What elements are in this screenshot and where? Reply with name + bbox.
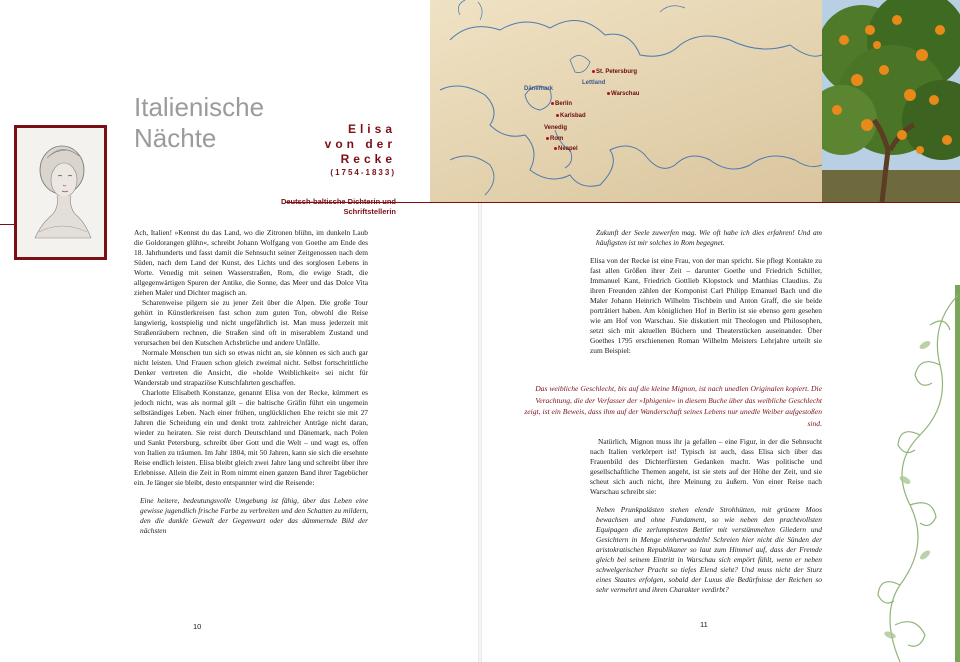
map-label-st-petersburg: St. Petersburg <box>592 69 637 75</box>
portrait-sketch <box>17 128 104 257</box>
paragraph: Ach, Italien! »Kennst du das Land, wo die Zitronen blühn, im dunkeln Laub die Goldorangen glühn«, schreibt Johann Wolfgang von Goethe am Ende des 18. Jahrhunderts und fasst damit die Sehnsucht seiner Zeitgenossen nach dem Süden, nach dem Land der Kunst, des Lichts und des sorglosen Lebens in Worte. Venedig mit seinen Wasserstraßen, Rom, die ewige Stadt, die allgegenwärtigen Spuren der Antike, die Sonne, das Meer und das Dolce Vita ziehen Maler und Dichter magisch an. <box>134 228 368 297</box>
accent-rule-left <box>0 224 14 225</box>
paragraph: Scharenweise pilgern sie zu jener Zeit über die Alpen. Die große Tour gehört in Künstlerkreisen fast schon zum guten Ton, obwohl die Reise langwierig, kostspielig und nicht ungefährlich ist. Man muss jederzeit mit Straßenräubern rechnen, die Straßen sind oft in miserablem Zustand und verursachen bei den Kutschen Achsbrüche und andere Unfälle. <box>134 298 368 347</box>
city-marker <box>607 92 610 95</box>
author-last-name: von der Recke <box>324 137 396 166</box>
paragraph: Elisa von der Recke ist eine Frau, von der man spricht. Sie pflegt Kontakte zu fast allen Größen ihrer Zeit – darunter Goethe und Friedrich Schiller, Immanuel Kant, Friedrich Gottlieb Klopstock und Matthias Claudius. Zu ihren Freunden zählen der Komponist Carl Philipp Emanuel Bach und die Maler Johann Heinrich Wilhelm Tischbein und Anton Graff, die sie beide porträtiert haben. Am königlichen Hof in Berlin ist sie ebenso gern gesehen wie am Hof von Warschau. Sie diskutiert mit Theologen und Philosophen, setzt sich mit aktuellen Büchern und Theaterstücken auseinander. Über Goethes 1795 erschienenen Roman Wilhelm Meisters Lehrjahre urteilt sie zum Beispiel: <box>590 256 822 355</box>
city-marker <box>556 114 559 117</box>
paragraph: Charlotte Elisabeth Konstanze, genannt Elisa von der Recke, kümmert es jedoch nicht, was als normal gilt – die baltische Gräfin führt ein ungemein selbständiges Leben. Nach einer frühen, unglücklichen Ehe reicht sie mit 27 Jahren die Scheidung ein und denkt trotz zahlreicher Anträge nicht daran, wieder zu heiraten. Sie reist durch Deutschland und Dänemark, nach Polen und Sankt Petersburg, schreibt über Gott und die Welt – und wagt es, offen von Italien zu träumen. Im Jahr 1804, mit 50 Jahren, kann sie sich die ersehnte Reise endlich leisten. Elisa bleibt gleich zwei Jahre lang und schreibt über ihre Erlebnisse. Allein die Zeit in Rom nimmt einen ganzen Band ihrer Tagebücher ein. Je länger sie bleibt, desto entspannter wird die Reisende: <box>134 388 368 487</box>
left-text-column <box>134 228 368 536</box>
block-quote: Eine heitere, bedeutungsvolle Umgebung ist fähig, über das Leben eine gewisse jugendlich frische Farbe zu verbreiten und den Schatten zu mildern, den die dunkle Gewalt der Gegenwart oder das dämmernde Bild der nächsten <box>140 496 368 535</box>
map-label-venedig: Venedig <box>544 125 568 131</box>
europe-map <box>430 0 822 202</box>
orange-tree-illustration <box>822 0 960 202</box>
page-number-left: 10 <box>193 622 202 631</box>
map-label-warschau: Warschau <box>607 91 639 97</box>
map-label-rom: Rom <box>546 136 563 142</box>
block-quote: Neben Prunkpalästen stehen elende Strohhütten, mit grünem Moos bewachsen und ohne Fundament, so wie neben den prachtvollsten Equipagen die zerlumptesten Bettler mit verstümmelten Gliedern und Gesichtern in Menge einherwandeln! Schreien hier nicht die Sünden der aristokratischen Republikaner so laut zum Himmel auf, dass der Fremde gleich bei seinem Eintritt in Warschau sich empört fühlt, wenn er neben schwelgerischer Pracht so tiefes Elend sieht? Und muss nicht der Sturz eines Staates erfolgen, sobald der Luxus die Bedürfnisse der Reichen so sehr vermehrt und ihren Charakter verdirbt? <box>596 505 822 594</box>
map-label-neapel: Neapel <box>554 146 578 152</box>
paragraph: Normale Menschen tun sich so etwas nicht an, sie können es sich auch gar nicht leisten. Und Frauen schon gleich zweimal nicht. Selbst fortschrittliche Denker vertreten die Ansicht, die »holde Weiblichkeit« sei nicht für Wanderstab und strapaziöse Kutschfahrten geschaffen. <box>134 348 368 387</box>
map-label-berlin: Berlin <box>551 101 572 107</box>
title-line-1: Italienische <box>134 92 265 122</box>
floral-ornament <box>870 285 960 662</box>
page-number-right: 11 <box>700 620 708 629</box>
city-marker <box>554 147 557 150</box>
portrait-image <box>14 125 107 260</box>
map-label-daenemark: Dänemark <box>524 86 554 92</box>
author-life-years: (1754-1833) <box>330 168 396 177</box>
author-name-block <box>262 122 396 217</box>
pull-quote: Das weibliche Geschlecht, bis auf die kleine Mignon, ist nach unedlen Originalen kopiert. Die Verachtung, die der Verfasser der »Iphigenie« in diesem Buche über das weibliche Geschlecht zeigt, ist ein Beweis, dass ihm auf der Wanderschaft seines Lebens nur unedle Weiber aufgestoßen sind. <box>524 384 822 428</box>
city-marker <box>551 102 554 105</box>
city-marker <box>592 70 595 73</box>
title-line-2: Nächte <box>134 123 217 153</box>
right-text-column-lower <box>590 437 822 595</box>
map-label-lettland: Lettland <box>582 80 606 86</box>
city-marker <box>546 137 549 140</box>
paragraph: Natürlich, Mignon muss ihr ja gefallen – eine Figur, in der die Sehnsucht nach Italien verkörpert ist! Typisch ist auch, dass Elisa sich über das Frauenbild des Dichterfürsten Gedanken macht. Was politische und gesellschaftliche Themen angeht, ist sie stets auf der Höhe der Zeit, und sie scheut sich auch nicht, ihre Meinung zu äußern. Von einer Reise nach Warschau schreibt sie: <box>590 437 822 496</box>
author-description: Deutsch-baltische Dichterin und Schriftstellerin <box>280 197 396 216</box>
vine-ornament-graphic <box>870 285 960 662</box>
author-first-name: Elisa <box>347 122 396 136</box>
orange-tree-photo <box>822 0 960 202</box>
right-text-column <box>590 228 822 356</box>
map-label-karlsbad: Karlsbad <box>556 113 586 119</box>
block-quote-continued: Zukunft der Seele zuwerfen mag. Wie oft habe ich dies erfahren! Und am häufigsten ist mir solches in Rom begegnet. <box>596 228 822 247</box>
map-coastlines <box>430 0 822 202</box>
